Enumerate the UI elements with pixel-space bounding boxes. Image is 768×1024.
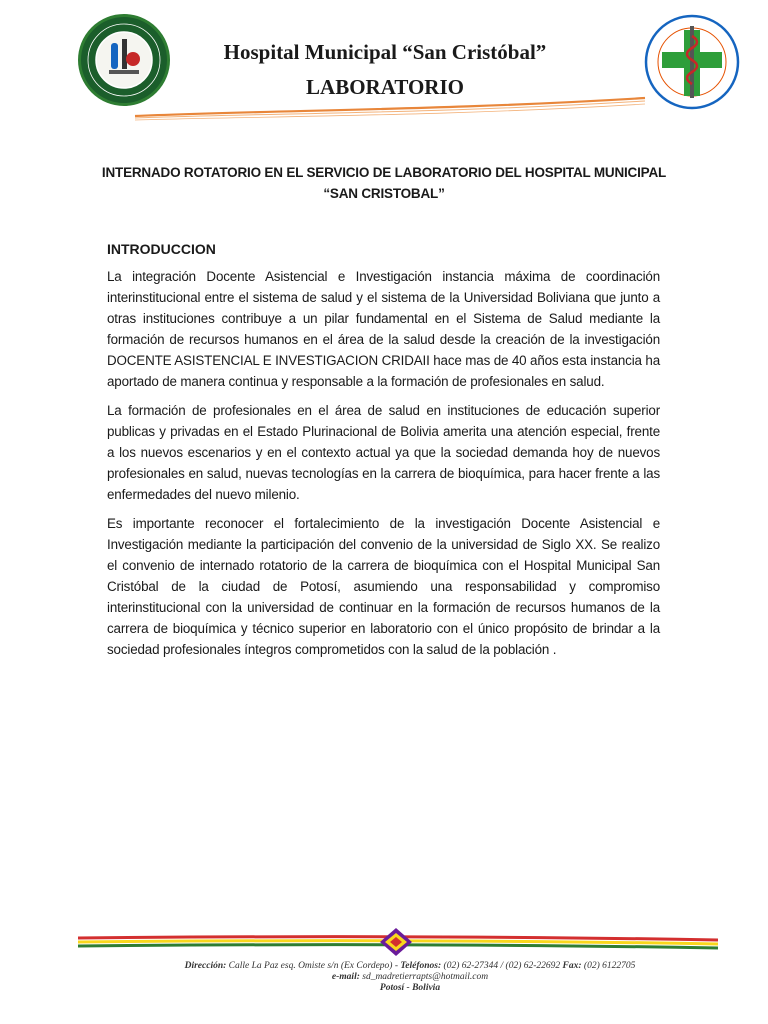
paragraph: Es importante reconocer el fortalecimiento de la investigación Docente Asistencial e Investigación mediante la participación del convenio de la universidad de Siglo XX. Se realizo el convenio de internado rotatorio de la carrera de bioquímica con el Hospital Municipal San Cristóbal de la ciudad de Potosí, asumiendo una responsabilidad y compromiso interinstitucional con la universidad de continuar en la formación de recursos humanos de la carrera de bioquímica y técnico superior en laboratorio con el único propósito de brindar a la sociedad profesionales íntegros comprometidos con la salud de la población . [107,516,660,657]
email-value: sd_madretierrapts@hotmail.com [362,972,489,982]
phones-value: (02) 62-27344 / (02) 62-22692 [443,961,561,971]
hospital-seal-logo [640,12,744,122]
paragraph: La integración Docente Asistencial e Investigación instancia máxima de coordinación interinstitucional entre el sistema de salud y el sistema de la Universidad Boliviana que junto a otras instituciones contribuye a un pilar fundamental en el Sistema de Salud mediante la formación de recursos humanos en el área de la salud desde la creación de la investigación DOCENTE ASISTENCIAL E INVESTIGACION CRIDAII hace mas de 40 años esta instancia ha aportado de manera continua y responsable a la formación de profesionales en salud. [107,269,660,389]
medical-cross-staff-icon [640,12,744,122]
footer-contact [100,961,720,994]
footer-line-3 [100,983,720,994]
city-value: Potosí - Bolivia [379,983,441,993]
phones-label: Teléfonos: [400,961,442,971]
introduction-body [107,266,660,668]
email-label: e-mail: [331,972,360,982]
footer-flag-band [78,924,718,960]
hospital-name: Hospital Municipal “San Cristóbal” [223,40,547,64]
header-swoosh [130,96,650,126]
section-heading: INTRODUCCION [107,241,216,257]
paragraph: La formación de profesionales en el área de salud en instituciones de educación superior publicas y privadas en el Estado Plurinacional de Bolivia amerita una atención especial, frente a los nuevos escenarios y en el contexto actual ya que la sociedad demanda hoy de nuevos profesionales en salud, nuevas tecnologías en la carrera de bioquímica, para hacer frente a las enfermedades del nuevo milenio. [107,403,660,502]
department-name: LABORATORIO [306,75,464,99]
address-label: Dirección: [184,961,227,971]
document-title: INTERNADO ROTATORIO EN EL SERVICIO DE LABORATORIO DEL HOSPITAL MUNICIPAL “SAN CRISTOBAL” [101,165,667,201]
laboratory-seal-logo [78,14,170,106]
address-value: Calle La Paz esq. Omiste s/n (Ex Cordepo) - [228,961,398,971]
footer-line-1 [100,961,720,972]
footer-line-2 [100,972,720,983]
fax-value: (02) 6122705 [583,961,636,971]
laboratory-seal-icon [81,17,167,103]
fax-label: Fax: [562,961,582,971]
